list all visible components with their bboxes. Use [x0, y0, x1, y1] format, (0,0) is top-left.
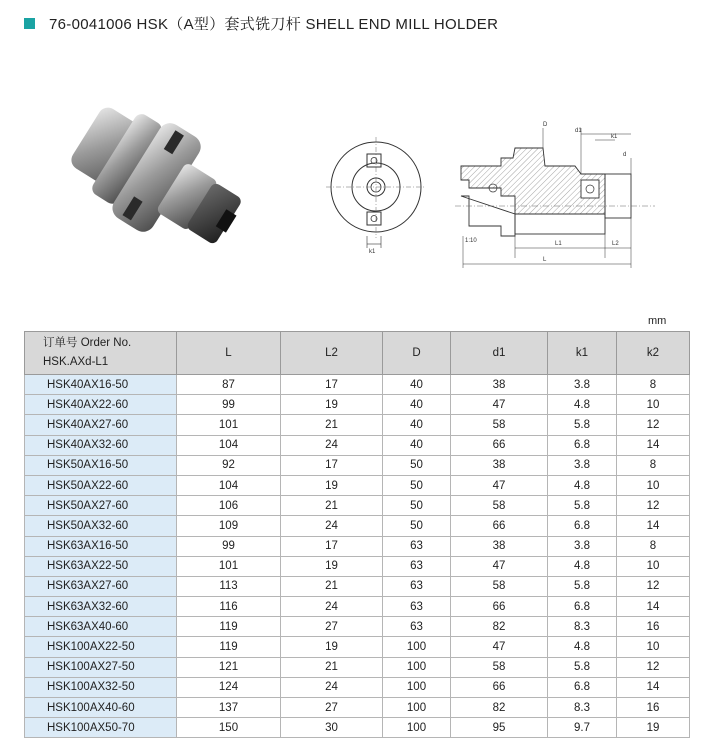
title-marker — [24, 18, 35, 29]
cell-k2: 14 — [617, 516, 690, 536]
cell-k2: 10 — [617, 475, 690, 495]
cell-L: 116 — [177, 597, 281, 617]
table-row — [25, 395, 690, 415]
cell-L2: 19 — [281, 475, 383, 495]
cell-d1: 58 — [451, 496, 548, 516]
spec-table-body — [25, 375, 690, 738]
cell-L: 99 — [177, 536, 281, 556]
table-row — [25, 536, 690, 556]
cell-L: 99 — [177, 395, 281, 415]
table-row — [25, 576, 690, 596]
cell-order-no: HSK100AX32-50 — [25, 677, 177, 697]
cell-L2: 17 — [281, 455, 383, 475]
cell-order-no: HSK100AX40-60 — [25, 698, 177, 718]
cell-d1: 47 — [451, 556, 548, 576]
table-row — [25, 415, 690, 435]
cell-L: 101 — [177, 415, 281, 435]
cell-L: 150 — [177, 718, 281, 738]
header-order-no-line2: HSK.AXd-L1 — [43, 356, 109, 368]
cell-D: 40 — [383, 375, 451, 395]
cell-L2: 24 — [281, 435, 383, 455]
table-row — [25, 435, 690, 455]
cell-L: 101 — [177, 556, 281, 576]
header-order-no — [25, 332, 177, 375]
cell-L2: 24 — [281, 597, 383, 617]
cell-d1: 58 — [451, 657, 548, 677]
cell-k1: 4.8 — [548, 637, 617, 657]
cell-d1: 66 — [451, 516, 548, 536]
cell-k2: 12 — [617, 496, 690, 516]
cell-D: 40 — [383, 415, 451, 435]
cell-order-no: HSK40AX16-50 — [25, 375, 177, 395]
cell-order-no: HSK63AX32-60 — [25, 597, 177, 617]
table-row — [25, 375, 690, 395]
cell-L2: 17 — [281, 375, 383, 395]
label-d: d — [623, 152, 627, 158]
title-row — [24, 12, 498, 34]
cell-k2: 10 — [617, 395, 690, 415]
cell-L: 104 — [177, 475, 281, 495]
cell-D: 100 — [383, 637, 451, 657]
cell-L2: 27 — [281, 617, 383, 637]
cell-D: 40 — [383, 435, 451, 455]
cell-k2: 8 — [617, 375, 690, 395]
table-row — [25, 516, 690, 536]
cell-D: 63 — [383, 556, 451, 576]
cell-L2: 17 — [281, 536, 383, 556]
label-L: L — [543, 257, 547, 263]
label-taper: 1:10 — [465, 238, 477, 244]
cell-L2: 19 — [281, 637, 383, 657]
cell-D: 100 — [383, 677, 451, 697]
cell-order-no: HSK63AX22-50 — [25, 556, 177, 576]
cell-D: 50 — [383, 475, 451, 495]
cell-d1: 66 — [451, 677, 548, 697]
cell-L: 106 — [177, 496, 281, 516]
cell-L: 124 — [177, 677, 281, 697]
cell-L: 119 — [177, 637, 281, 657]
cell-d1: 58 — [451, 415, 548, 435]
cell-L2: 21 — [281, 496, 383, 516]
cell-order-no: HSK40AX27-60 — [25, 415, 177, 435]
table-header-row — [25, 332, 690, 375]
cell-D: 63 — [383, 617, 451, 637]
table-row — [25, 556, 690, 576]
cell-k1: 5.8 — [548, 415, 617, 435]
cell-D: 40 — [383, 395, 451, 415]
cell-d1: 66 — [451, 597, 548, 617]
table-row — [25, 617, 690, 637]
cell-L2: 21 — [281, 657, 383, 677]
cell-L: 137 — [177, 698, 281, 718]
cell-order-no: HSK100AX27-50 — [25, 657, 177, 677]
cell-D: 100 — [383, 698, 451, 718]
cell-k1: 9.7 — [548, 718, 617, 738]
unit-label: mm — [648, 315, 667, 327]
cell-d1: 58 — [451, 576, 548, 596]
cell-d1: 38 — [451, 536, 548, 556]
header-d1: d1 — [451, 332, 548, 375]
label-k1-section: k1 — [611, 134, 618, 140]
cell-order-no: HSK40AX32-60 — [25, 435, 177, 455]
product-photo — [50, 72, 260, 287]
spec-table — [24, 331, 690, 738]
cell-k1: 8.3 — [548, 698, 617, 718]
table-row — [25, 718, 690, 738]
cell-L2: 19 — [281, 395, 383, 415]
cell-D: 100 — [383, 657, 451, 677]
cell-k1: 8.3 — [548, 617, 617, 637]
cell-L: 109 — [177, 516, 281, 536]
cell-k1: 6.8 — [548, 597, 617, 617]
cell-L2: 21 — [281, 415, 383, 435]
cell-D: 63 — [383, 536, 451, 556]
cell-D: 100 — [383, 718, 451, 738]
cell-d1: 95 — [451, 718, 548, 738]
table-row — [25, 475, 690, 495]
header-k2: k2 — [617, 332, 690, 375]
cell-d1: 38 — [451, 455, 548, 475]
cell-order-no: HSK50AX27-60 — [25, 496, 177, 516]
cell-L2: 27 — [281, 698, 383, 718]
cell-D: 50 — [383, 496, 451, 516]
cell-D: 50 — [383, 516, 451, 536]
cell-order-no: HSK100AX22-50 — [25, 637, 177, 657]
cell-order-no: HSK100AX50-70 — [25, 718, 177, 738]
cell-k1: 4.8 — [548, 556, 617, 576]
cell-k2: 14 — [617, 677, 690, 697]
cell-k1: 4.8 — [548, 475, 617, 495]
cell-d1: 66 — [451, 435, 548, 455]
cell-L: 92 — [177, 455, 281, 475]
cell-L: 119 — [177, 617, 281, 637]
cell-k2: 16 — [617, 617, 690, 637]
cell-L: 113 — [177, 576, 281, 596]
header-k1: k1 — [548, 332, 617, 375]
cell-L: 87 — [177, 375, 281, 395]
cell-order-no: HSK63AX16-50 — [25, 536, 177, 556]
cell-order-no: HSK50AX22-60 — [25, 475, 177, 495]
cell-L2: 24 — [281, 516, 383, 536]
table-row — [25, 597, 690, 617]
label-L1: L1 — [555, 241, 562, 247]
cell-order-no: HSK40AX22-60 — [25, 395, 177, 415]
header-L2: L2 — [281, 332, 383, 375]
cell-L2: 19 — [281, 556, 383, 576]
table-row — [25, 698, 690, 718]
cell-k2: 8 — [617, 536, 690, 556]
cell-k2: 19 — [617, 718, 690, 738]
cell-k1: 5.8 — [548, 657, 617, 677]
cell-d1: 47 — [451, 475, 548, 495]
cell-L: 104 — [177, 435, 281, 455]
header-L: L — [177, 332, 281, 375]
table-row — [25, 657, 690, 677]
cell-k2: 8 — [617, 455, 690, 475]
table-row — [25, 637, 690, 657]
section-view-drawing — [455, 118, 655, 268]
cell-k1: 5.8 — [548, 576, 617, 596]
cell-k1: 3.8 — [548, 375, 617, 395]
header-order-no-line1: 订单号 Order No. — [43, 337, 132, 349]
cell-k2: 12 — [617, 415, 690, 435]
cell-L: 121 — [177, 657, 281, 677]
page-title: 76-0041006 HSK（A型）套式铣刀杆 SHELL END MILL HOLDER — [49, 15, 499, 33]
cell-k1: 6.8 — [548, 516, 617, 536]
cell-d1: 82 — [451, 698, 548, 718]
cell-D: 63 — [383, 597, 451, 617]
cell-L2: 30 — [281, 718, 383, 738]
cell-d1: 82 — [451, 617, 548, 637]
cell-k2: 14 — [617, 435, 690, 455]
cell-k2: 14 — [617, 597, 690, 617]
cell-k1: 6.8 — [548, 435, 617, 455]
header-D: D — [383, 332, 451, 375]
cell-k2: 12 — [617, 576, 690, 596]
cell-L2: 21 — [281, 576, 383, 596]
cell-k2: 12 — [617, 657, 690, 677]
cell-k2: 16 — [617, 698, 690, 718]
cell-k1: 5.8 — [548, 496, 617, 516]
cell-k1: 3.8 — [548, 536, 617, 556]
cell-k1: 6.8 — [548, 677, 617, 697]
cell-d1: 47 — [451, 395, 548, 415]
table-row — [25, 455, 690, 475]
cell-D: 50 — [383, 455, 451, 475]
cell-k2: 10 — [617, 556, 690, 576]
front-view-drawing — [325, 132, 427, 257]
cell-d1: 38 — [451, 375, 548, 395]
cell-L2: 24 — [281, 677, 383, 697]
label-D: D — [543, 122, 548, 128]
cell-D: 63 — [383, 576, 451, 596]
label-d1: d1 — [575, 128, 582, 134]
label-k1-front: k1 — [369, 249, 376, 255]
cell-order-no: HSK50AX32-60 — [25, 516, 177, 536]
cell-order-no: HSK63AX40-60 — [25, 617, 177, 637]
label-L2: L2 — [612, 241, 619, 247]
cell-order-no: HSK63AX27-60 — [25, 576, 177, 596]
cell-k1: 4.8 — [548, 395, 617, 415]
table-row — [25, 496, 690, 516]
cell-k1: 3.8 — [548, 455, 617, 475]
cell-k2: 10 — [617, 637, 690, 657]
cell-d1: 47 — [451, 637, 548, 657]
table-row — [25, 677, 690, 697]
cell-order-no: HSK50AX16-50 — [25, 455, 177, 475]
